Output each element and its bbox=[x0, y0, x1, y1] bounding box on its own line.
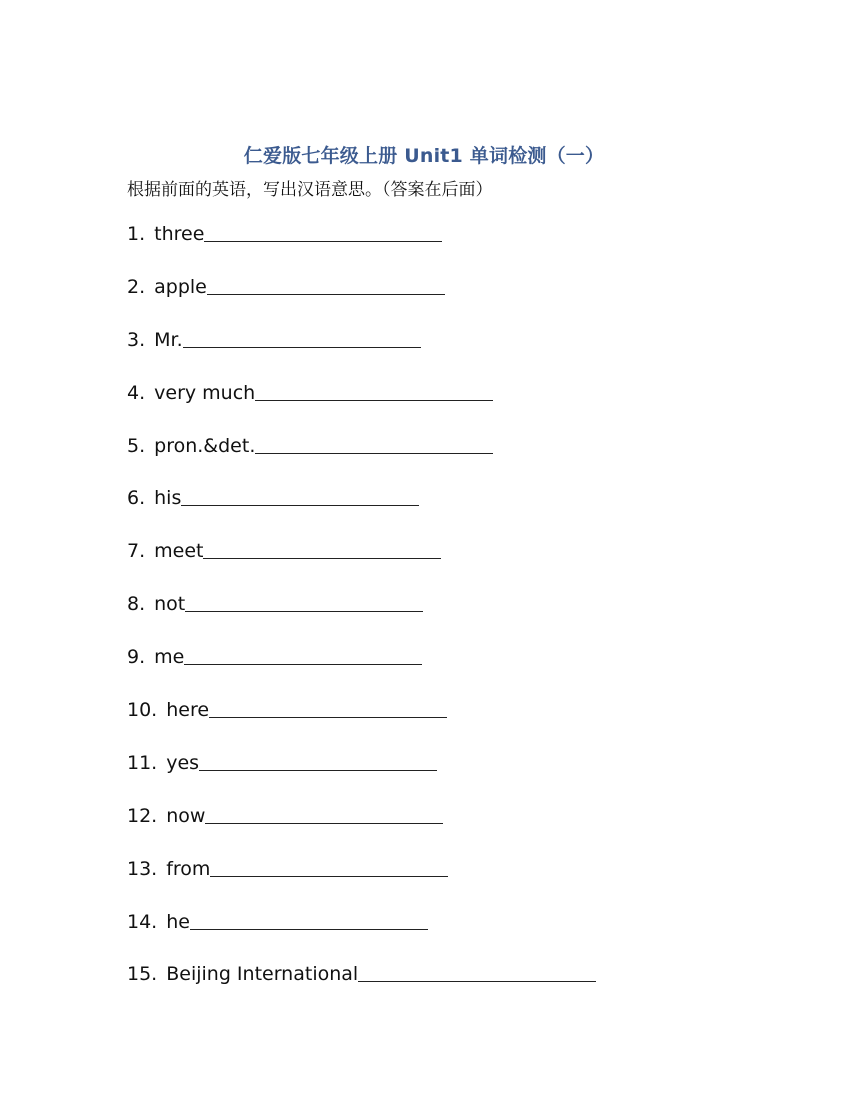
question-word: apple bbox=[154, 275, 207, 298]
question-word: here bbox=[166, 699, 210, 722]
question-item bbox=[127, 645, 596, 698]
question-word: pron.&det. bbox=[154, 434, 256, 457]
question-number: 12. bbox=[127, 804, 158, 827]
question-item bbox=[127, 539, 596, 592]
question-item bbox=[127, 486, 596, 539]
question-item bbox=[127, 751, 596, 804]
question-item bbox=[127, 381, 596, 434]
question-number: 8. bbox=[127, 593, 146, 616]
question-number: 7. bbox=[127, 540, 146, 563]
answer-blank[interactable] bbox=[183, 328, 421, 348]
answer-blank[interactable] bbox=[203, 539, 441, 559]
question-item bbox=[127, 328, 596, 381]
question-word: his bbox=[154, 487, 182, 510]
question-item bbox=[127, 804, 596, 857]
answer-blank[interactable] bbox=[255, 434, 493, 454]
question-word: from bbox=[166, 857, 211, 880]
question-number: 13. bbox=[127, 857, 158, 880]
question-item bbox=[127, 275, 596, 328]
question-word: meet bbox=[154, 540, 204, 563]
answer-blank[interactable] bbox=[358, 962, 596, 982]
question-item bbox=[127, 592, 596, 645]
answer-blank[interactable] bbox=[207, 275, 445, 295]
question-number: 15. bbox=[127, 963, 158, 986]
question-list bbox=[127, 222, 596, 1015]
answer-blank[interactable] bbox=[199, 751, 437, 771]
question-number: 1. bbox=[127, 223, 146, 245]
question-item bbox=[127, 857, 596, 910]
question-number: 9. bbox=[127, 646, 146, 669]
question-number: 11. bbox=[127, 751, 158, 774]
question-word: Mr. bbox=[154, 328, 183, 351]
page-title: 仁爱版七年级上册 Unit1 单词检测（一） bbox=[243, 145, 605, 167]
question-item bbox=[127, 698, 596, 751]
question-number: 3. bbox=[127, 328, 146, 351]
question-word: not bbox=[154, 593, 186, 616]
answer-blank[interactable] bbox=[205, 804, 443, 824]
question-item bbox=[127, 962, 596, 1015]
instruction-text: 根据前面的英语，写出汉语意思。（答案在后面） bbox=[127, 180, 493, 200]
answer-blank[interactable] bbox=[185, 592, 423, 612]
question-item bbox=[127, 434, 596, 487]
question-number: 5. bbox=[127, 434, 146, 457]
question-item bbox=[127, 910, 596, 963]
question-item bbox=[127, 222, 596, 275]
question-word: Beijing International bbox=[166, 963, 359, 986]
question-number: 6. bbox=[127, 487, 146, 510]
answer-blank[interactable] bbox=[209, 698, 447, 718]
answer-blank[interactable] bbox=[210, 857, 448, 877]
question-word: three bbox=[154, 223, 205, 245]
question-number: 14. bbox=[127, 910, 158, 933]
question-word: yes bbox=[166, 751, 200, 774]
question-word: he bbox=[166, 910, 190, 933]
answer-blank[interactable] bbox=[204, 222, 442, 242]
answer-blank[interactable] bbox=[255, 381, 493, 401]
answer-blank[interactable] bbox=[181, 486, 419, 506]
question-word: now bbox=[166, 804, 206, 827]
question-word: me bbox=[154, 646, 185, 669]
answer-blank[interactable] bbox=[190, 910, 428, 930]
answer-blank[interactable] bbox=[184, 645, 422, 665]
question-word: very much bbox=[154, 381, 256, 404]
question-number: 10. bbox=[127, 699, 158, 722]
question-number: 4. bbox=[127, 381, 146, 404]
question-number: 2. bbox=[127, 275, 146, 298]
